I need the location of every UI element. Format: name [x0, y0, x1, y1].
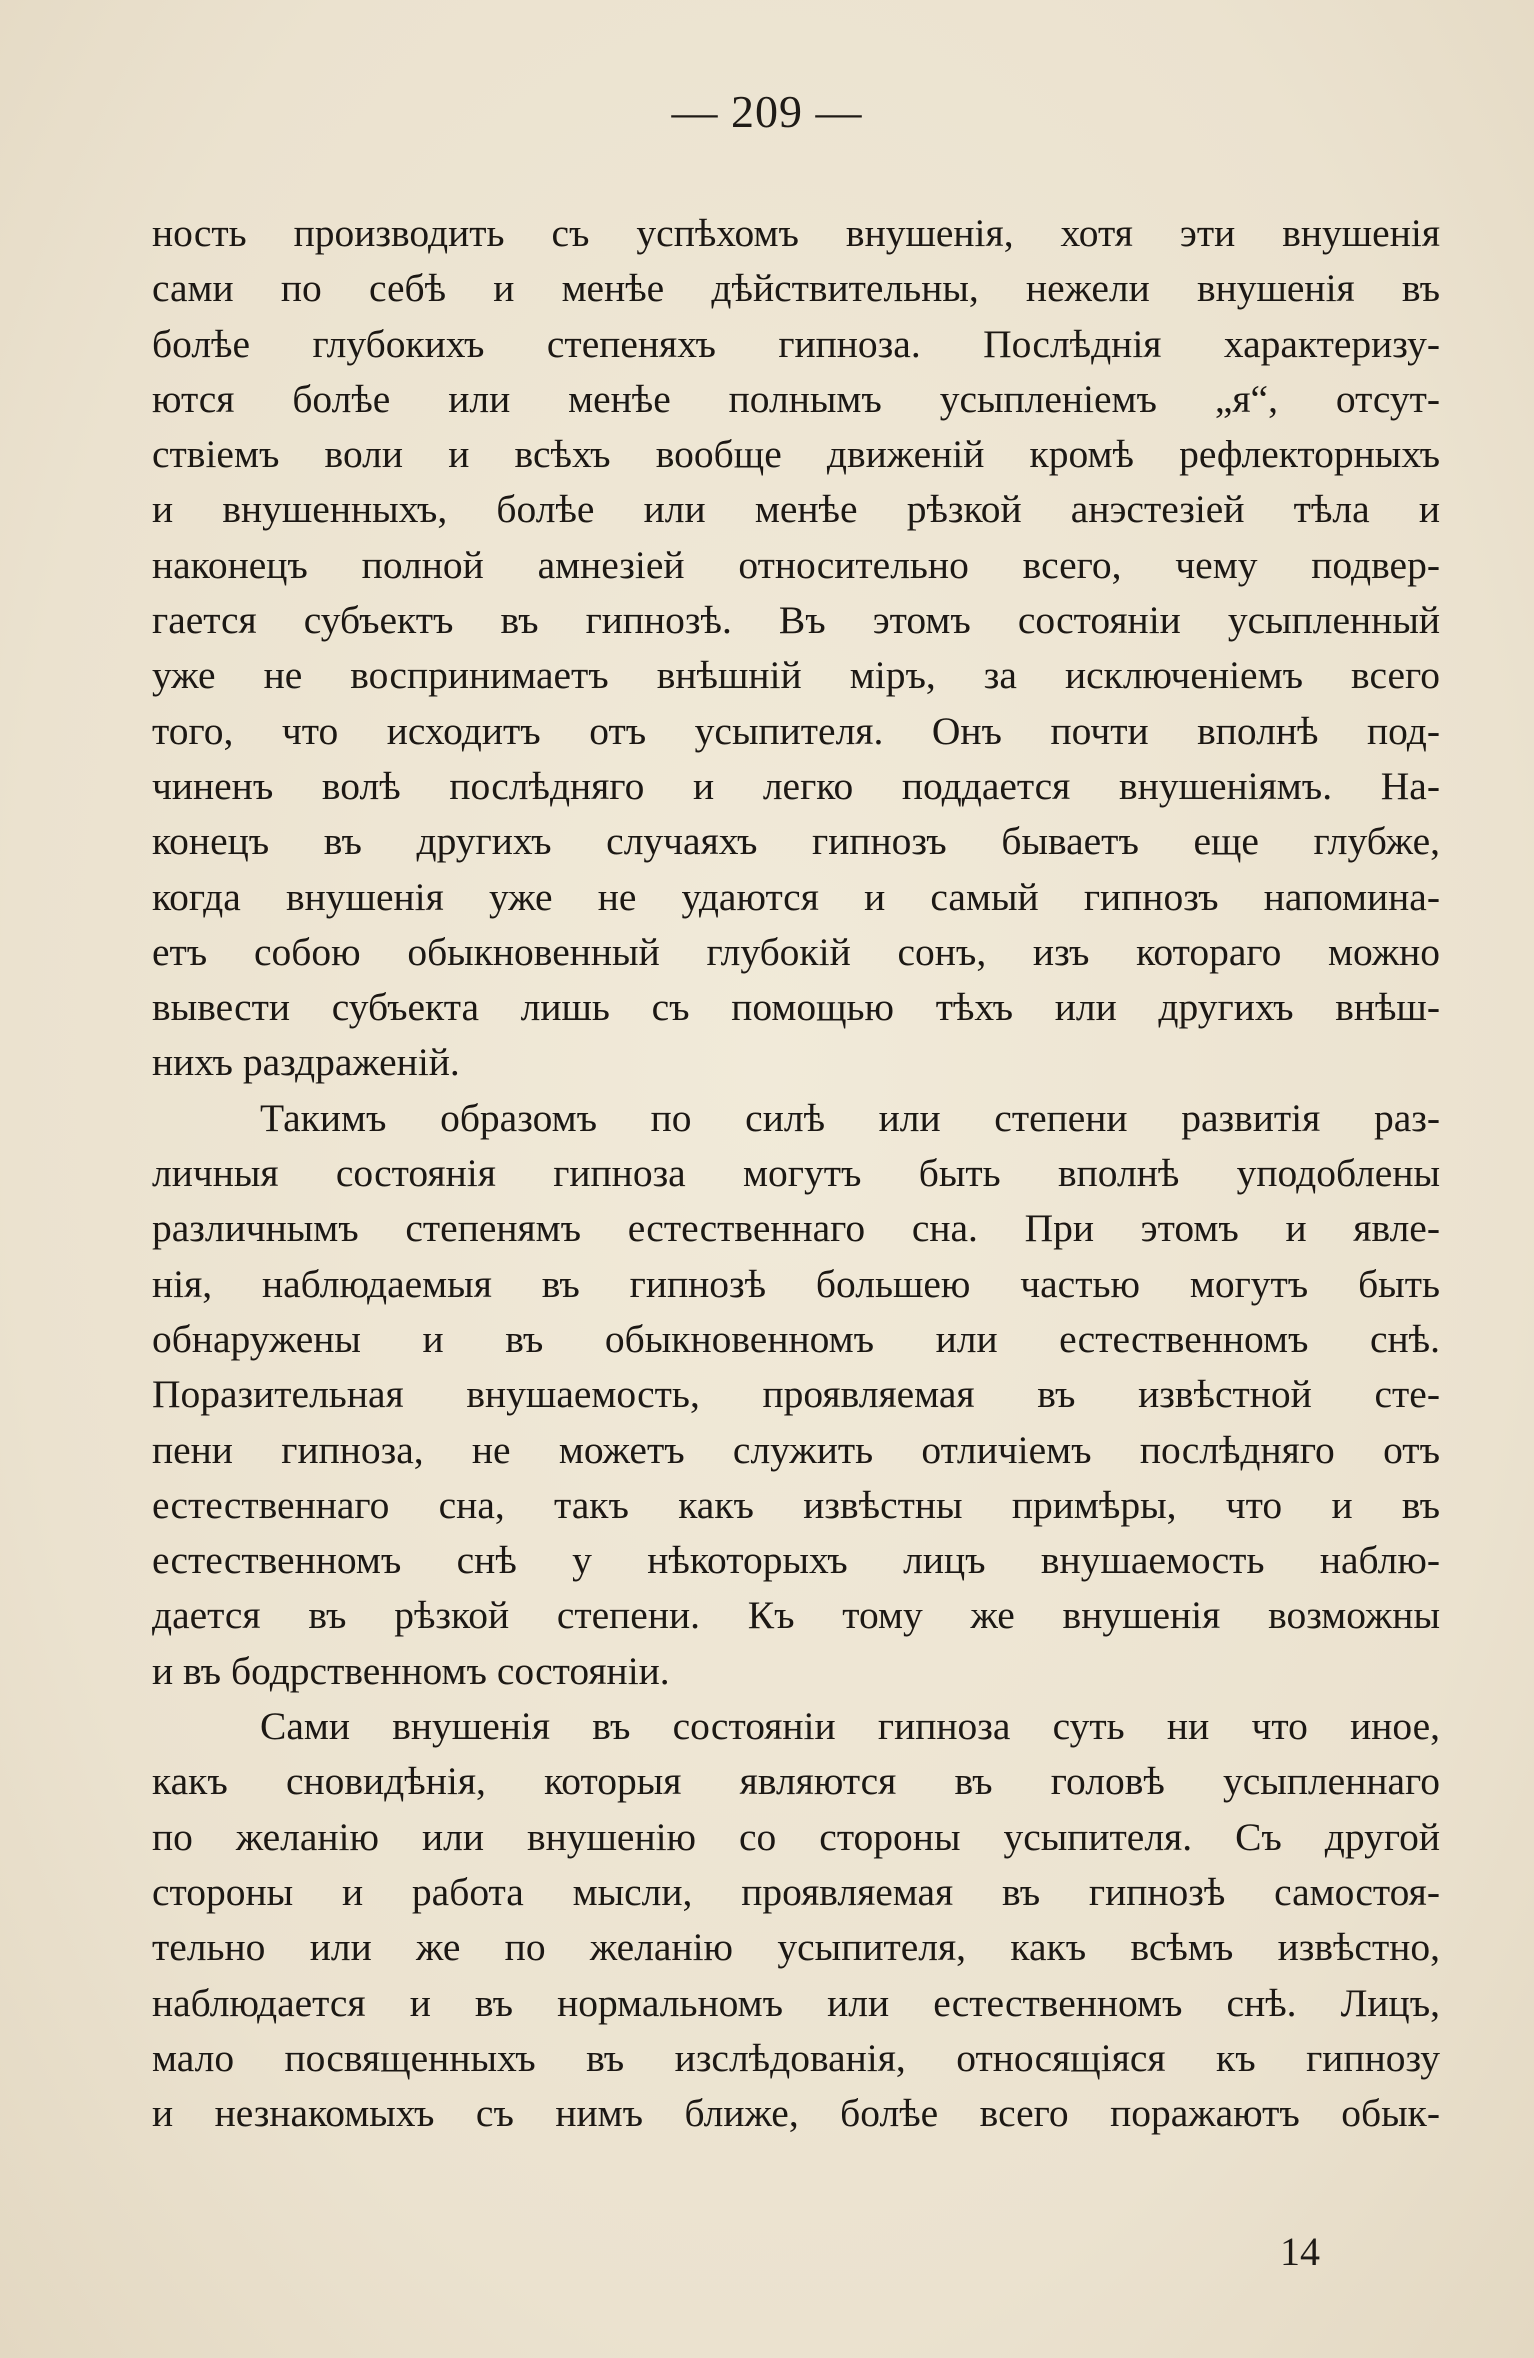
text-line: сами по себѣ и менѣе дѣйствительны, нежели внушенія въ — [152, 266, 1440, 311]
text-line: Поразительная внушаемость, проявляемая въ извѣстной сте- — [152, 1372, 1440, 1417]
text-line: и незнакомыхъ съ нимъ ближе, болѣе всего поражаютъ обык- — [152, 2091, 1440, 2136]
text-line: чиненъ волѣ послѣдняго и легко поддается внушеніямъ. На- — [152, 763, 1440, 808]
signature-mark: 14 — [1280, 2229, 1320, 2274]
text-line: ются болѣе или менѣе полнымъ усыпленіемъ „я“, отсут- — [152, 376, 1440, 421]
text-line: ствіемъ воли и всѣхъ вообще движеній кромѣ рефлекторныхъ — [152, 432, 1440, 477]
text-line: различнымъ степенямъ естественнаго сна. При этомъ и явле- — [152, 1206, 1440, 1251]
text-line: ность производить съ успѣхомъ внушенія, хотя эти внушенія — [152, 211, 1440, 255]
text-line: наблюдается и въ нормальномъ или естественномъ снѣ. Лицъ, — [152, 1980, 1440, 2025]
text-line: болѣе глубокихъ степеняхъ гипноза. Послѣднія характеризу- — [152, 321, 1440, 366]
text-line: дается въ рѣзкой степени. Къ тому же внушенія возможны — [152, 1593, 1440, 1638]
paragraph-2 — [152, 1091, 1440, 1699]
text-line: и въ бодрственномъ состояніи. — [152, 1648, 670, 1693]
text-line: наконецъ полной амнезіей относительно всего, чему подвер- — [152, 542, 1440, 587]
text-line: нія, наблюдаемыя въ гипнозѣ большею частью могутъ быть — [152, 1261, 1440, 1306]
text-line: естественномъ снѣ у нѣкоторыхъ лицъ внушаемость наблю- — [152, 1538, 1440, 1583]
text-line: когда внушенія уже не удаются и самый гипнозъ напомина- — [152, 874, 1440, 919]
text-line: личныя состоянія гипноза могутъ быть вполнѣ уподоблены — [152, 1151, 1440, 1196]
text-line: какъ сновидѣнія, которыя являются въ головѣ усыпленнаго — [152, 1759, 1440, 1804]
text-line: естественнаго сна, такъ какъ извѣстны примѣры, что и въ — [152, 1482, 1440, 1527]
paragraph-1 — [152, 206, 1440, 1091]
page-number: — 209 — — [671, 86, 863, 137]
text-line: Сами внушенія въ состояніи гипноза суть ни что иное, — [260, 1704, 1440, 1749]
text-line: уже не воспринимаетъ внѣшній міръ, за исключеніемъ всего — [152, 653, 1440, 698]
text-line: стороны и работа мысли, проявляемая въ гипнозѣ самостоя- — [152, 1869, 1440, 1914]
text-line: етъ собою обыкновенный глубокій сонъ, изъ котораго можно — [152, 929, 1440, 974]
text-line: того, что исходитъ отъ усыпителя. Онъ почти вполнѣ под- — [152, 708, 1440, 753]
text-line: конецъ въ другихъ случаяхъ гипнозъ бываетъ еще глубже, — [152, 819, 1440, 864]
paragraph-3 — [152, 1699, 1440, 2141]
text-line: и внушенныхъ, болѣе или менѣе рѣзкой анэстезіей тѣла и — [152, 487, 1440, 532]
page-body — [152, 206, 1440, 2141]
text-line: вывести субъекта лишь съ помощью тѣхъ или другихъ внѣш- — [152, 985, 1440, 1030]
text-line: тельно или же по желанію усыпителя, какъ всѣмъ извѣстно, — [152, 1925, 1440, 1970]
text-line: Такимъ образомъ по силѣ или степени развитія раз- — [260, 1095, 1440, 1140]
text-line: обнаружены и въ обыкновенномъ или естественномъ снѣ. — [152, 1316, 1440, 1361]
text-line: по желанію или внушенію со стороны усыпителя. Съ другой — [152, 1814, 1440, 1859]
text-line: нихъ раздраженій. — [152, 1040, 460, 1085]
text-line: гается субъектъ въ гипнозѣ. Въ этомъ состояніи усыпленный — [152, 598, 1440, 643]
text-line: пени гипноза, не можетъ служить отличіемъ послѣдняго отъ — [152, 1427, 1440, 1472]
text-line: мало посвященныхъ въ изслѣдованія, относящіяся къ гипнозу — [152, 2035, 1440, 2080]
